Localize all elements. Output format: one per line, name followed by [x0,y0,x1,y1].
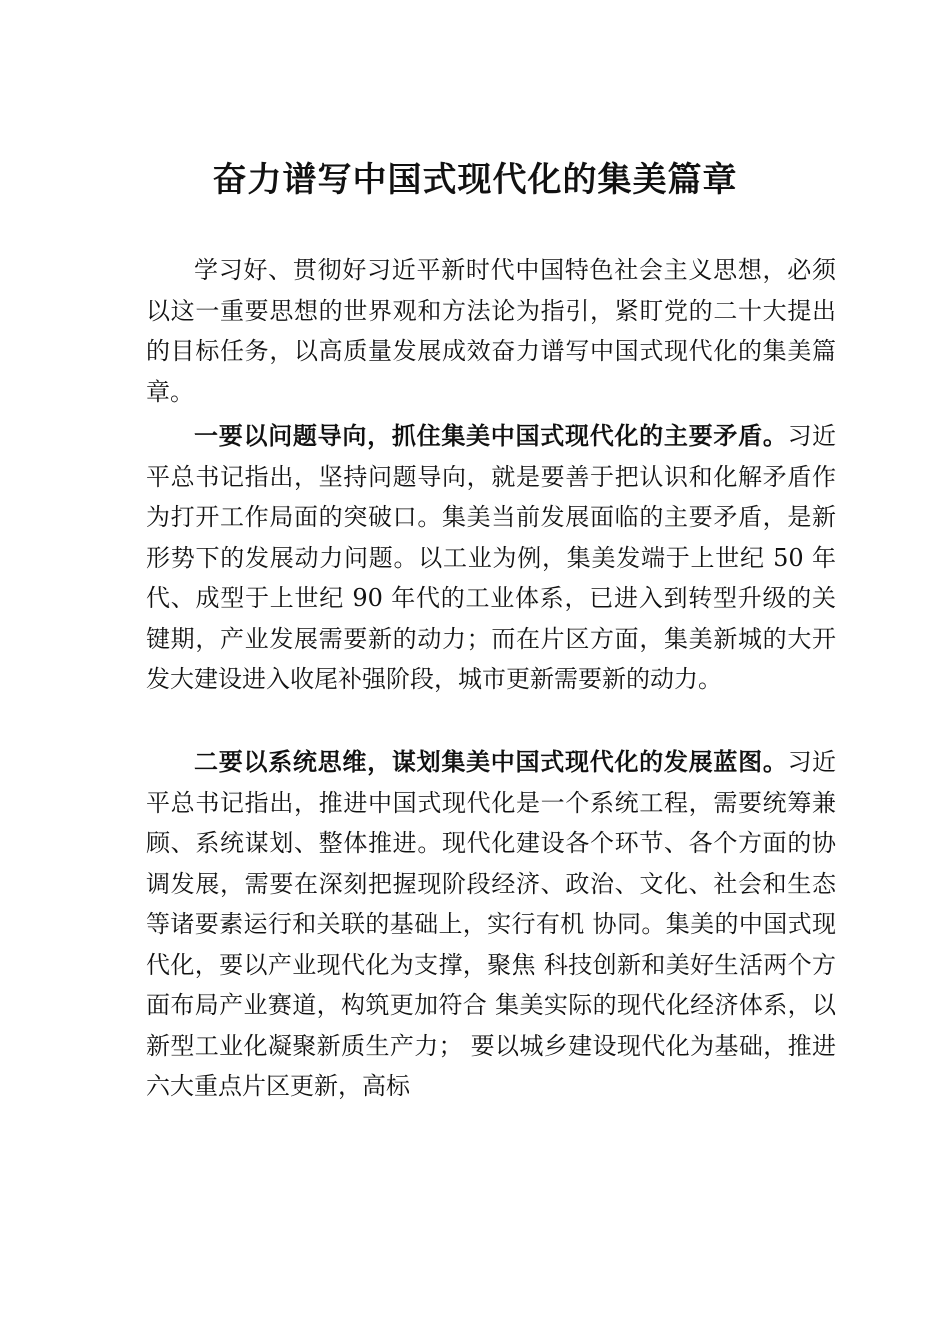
paragraph-lead-heading: 一要以问题导向，抓住集美中国式现代化的主要矛盾。 [194,422,788,450]
paragraph-point-two [146,742,836,1107]
document-title: 奋力谱写中国式现代化的集美篇章 [212,160,738,200]
paragraph-text: 习近平总书记指出，推进中国式现代化是一个系统工程，需要统筹兼顾、系统谋划、整体推进。现代化建设各个环节、各个方面的协调发展，需要在深刻把握现阶段经济、政治、文化、社会和生态等诸要素运行和关联的基础上，实行有机 协同。集美的中国式现代化，要以产业现代化为支撑，聚焦 科技创新和美好生活两个方面布局产业赛道，构筑更加符合 集美实际的现代化经济体系，以新型工业化凝聚新质生产力； 要以城乡建设现代化为基础，推进六大重点片区更新，高标 [146,748,837,1100]
paragraph-text: 习近平总书记指出，坚持问题导向，就是要善于把认识和化解矛盾作为打开工作局面的突破口。集美当前发展面临的主要矛盾，是新形势下的发展动力问题。以工业为例，集美发端于上世纪 50 年代、成型于上世纪 90 年代的工业体系，已进入到转型升级的关键期，产业发展需要新的动力；而在片区方面，集美新城的大开发大建设进入收尾补强阶段，城市更新需要新的动力。 [146,422,837,693]
paragraph-intro [146,250,836,412]
paragraph-text: 学习好、贯彻好习近平新时代中国特色社会主义思想，必须以这一重要思想的世界观和方法论为指引，紧盯党的二十大提出的目标任务，以高质量发展成效奋力谱写中国式现代化的集美篇章。 [146,256,836,406]
paragraph-lead-heading: 二要以系统思维，谋划集美中国式现代化的发展蓝图。 [194,748,788,776]
paragraph-point-one [146,416,836,700]
